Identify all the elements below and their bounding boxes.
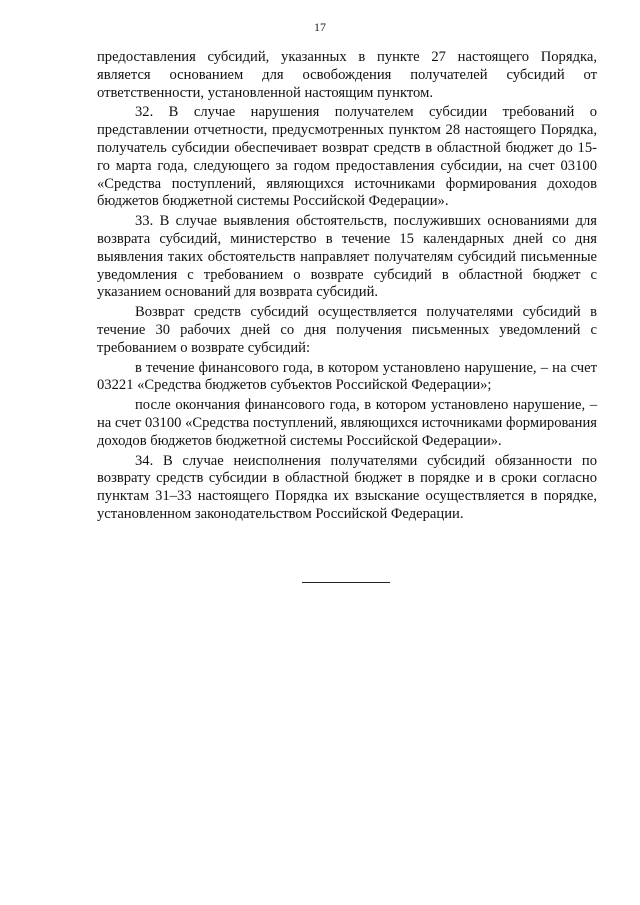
page-number: 17 <box>314 20 326 34</box>
paragraph-33: 33. В случае выявления обстоятельств, послуживших основаниями для возврата субсидий, министерство в течение 15 календарных дней со дня выявления таких обстоятельств направляет получателям субсидий письменные уведомления с требованием о возврате субсидий в областной бюджет с указанием оснований для возврата субсидий. <box>97 213 597 301</box>
document-body <box>97 49 597 526</box>
paragraph-refund-term: Возврат средств субсидий осуществляется получателями субсидий в течение 30 рабочих дней со дня получения письменных уведомлений с требованием о возврате субсидий: <box>97 304 597 356</box>
end-divider <box>302 582 390 583</box>
paragraph-34: 34. В случае неисполнения получателями субсидий обязанности по возврату средств субсидии в областной бюджет в порядке и в сроки согласно пунктам 31–33 настоящего Порядка их взыскание осуществляется в порядке, установленном законодательством Российской Федерации. <box>97 452 597 522</box>
paragraph-current-year: в течение финансового года, в котором установлено нарушение, – на счет 03221 «Средства бюджетов субъектов Российской Федерации»; <box>97 359 597 394</box>
paragraph-continuation: предоставления субсидий, указанных в пункте 27 настоящего Порядка, является основанием для освобождения получателей субсидий от ответственности, установленной настоящим пунктом. <box>97 49 597 101</box>
paragraph-32: 32. В случае нарушения получателем субсидии требований о представлении отчетности, предусмотренных пунктом 28 настоящего Порядка, получатель субсидии обеспечивает возврат средств в областной бюджет до 15-го марта года, следующего за годом предоставления субсидии, на счет 03100 «Средства поступлений, являющихся источниками формирования доходов бюджетов бюджетной системы Российской Федерации». <box>97 104 597 210</box>
paragraph-after-year: после окончания финансового года, в котором установлено нарушение, – на счет 03100 «Средства поступлений, являющихся источниками формирования доходов бюджетов бюджетной системы Российской Федерации». <box>97 397 597 449</box>
